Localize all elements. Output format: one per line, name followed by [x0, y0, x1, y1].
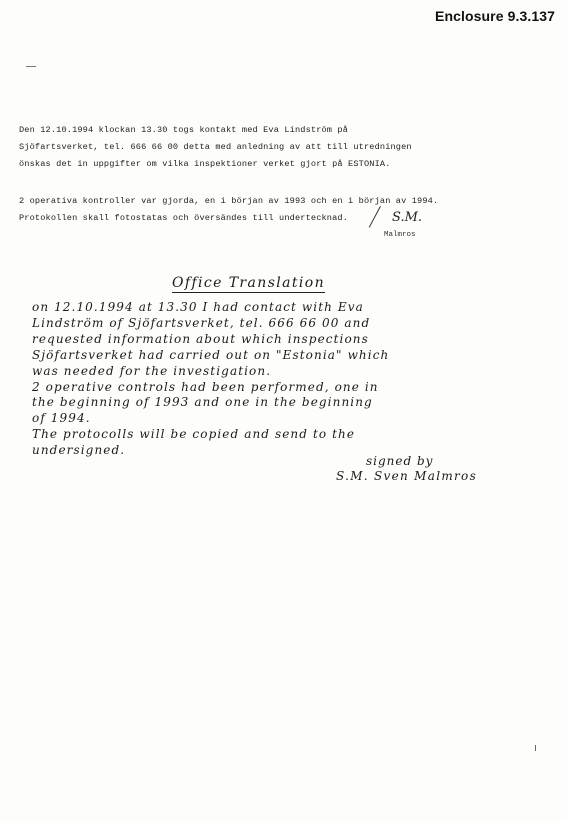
typed-line: 2 operativa kontroller var gjorda, en i början av 1993 och en i början av 1994.	[19, 196, 439, 206]
signature-name: Malmros	[384, 231, 416, 239]
typed-line: Protokollen skall fotostatas och översändes till undertecknad.	[19, 213, 349, 223]
signature-initials: S.M.	[392, 210, 423, 225]
handwritten-line: Sjöfartsverket had carried out on "Estonia" which	[32, 347, 390, 362]
typed-line: Sjöfartsverket, tel. 666 66 00 detta med anledning av att till utredningen	[19, 142, 412, 152]
signed-by-label: signed by	[366, 454, 434, 468]
stray-tick-mark	[535, 745, 536, 751]
handwritten-line: the beginning of 1993 and one in the beginning	[32, 395, 373, 410]
handwritten-line: 2 operative controls had been performed, one in	[32, 379, 379, 394]
handwritten-line: requested information about which inspections	[32, 331, 369, 346]
handwritten-line: of 1994.	[32, 411, 91, 426]
typed-paragraph-2	[19, 193, 438, 227]
handwritten-line: undersigned.	[32, 443, 126, 458]
typed-line: Den 12.10.1994 klockan 13.30 togs kontakt med Eva Lindström på	[19, 125, 349, 135]
typed-paragraph-1	[19, 122, 412, 173]
enclosure-label: Enclosure 9.3.137	[435, 8, 555, 24]
translation-title: Office Translation	[172, 275, 326, 291]
stray-dash-mark	[26, 66, 36, 67]
signed-name: S.M. Sven Malmros	[336, 469, 478, 483]
handwritten-line: The protocolls will be copied and send to the	[32, 427, 356, 442]
handwritten-line: Lindström of Sjöfartsverket, tel. 666 66 00 and	[32, 315, 371, 330]
handwritten-line: on 12.10.1994 at 13.30 I had contact with Eva	[32, 300, 364, 314]
handwritten-line: was needed for the investigation.	[32, 363, 272, 378]
typed-line: önskas det in uppgifter om vilka inspektioner verket gjort på ESTONIA.	[19, 159, 391, 169]
translation-body	[32, 300, 389, 459]
